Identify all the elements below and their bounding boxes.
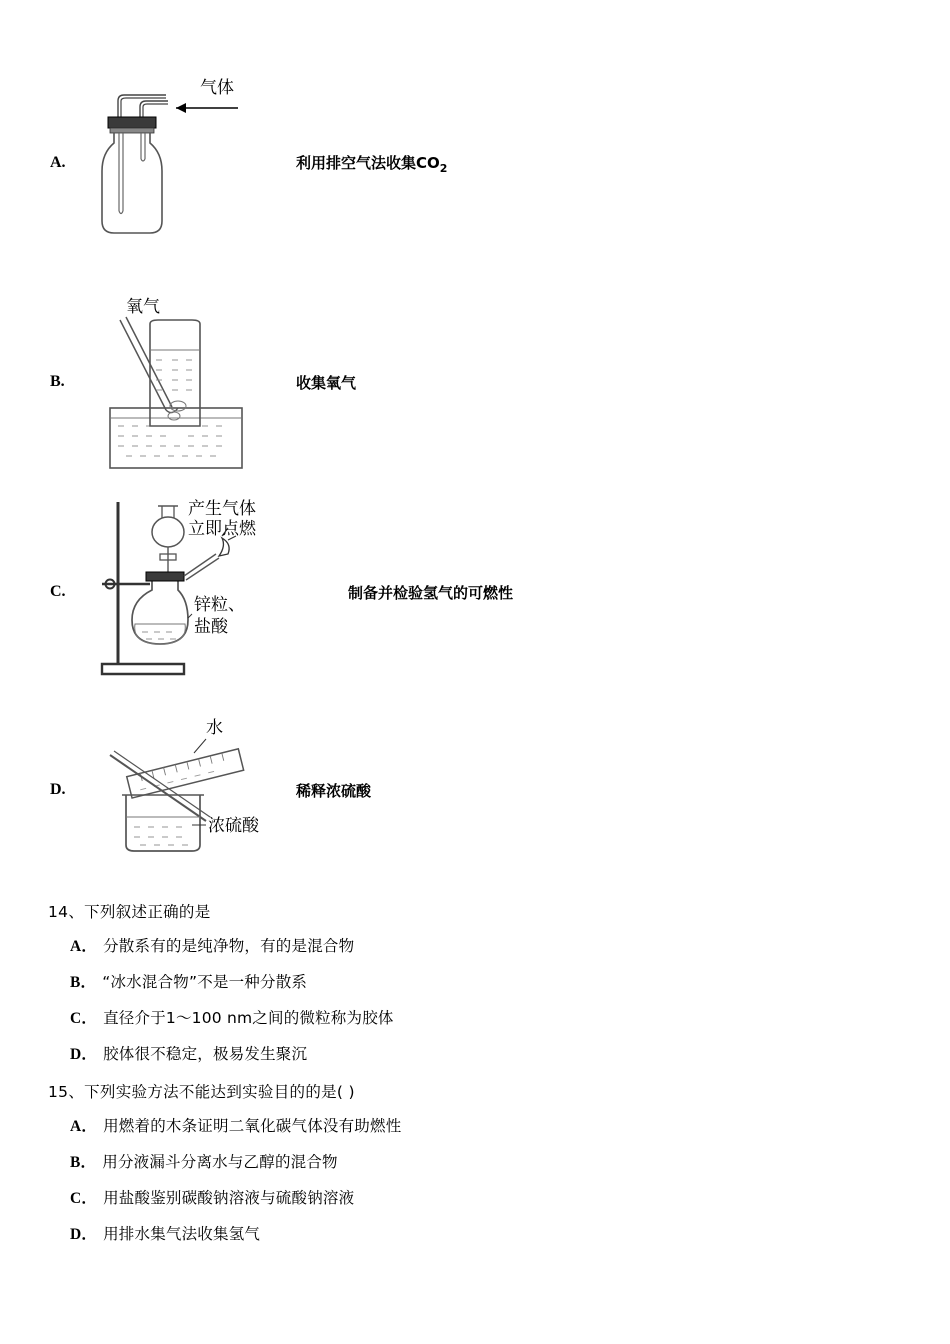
option-row-c: [48, 492, 880, 692]
question-15-option-a: [70, 1114, 880, 1136]
figure-c-svg: [88, 492, 318, 687]
option-a-letter: A.: [50, 154, 66, 171]
option-c-caption: 制备并检验氢气的可燃性: [348, 583, 514, 602]
question-15-option-c-text: 用盐酸鉴别碳酸钠溶液与硫酸钠溶液: [103, 1189, 355, 1207]
question-14-option-b: [70, 970, 880, 992]
question-14-option-b-label: B．: [70, 974, 97, 991]
question-15-option-d: [70, 1222, 880, 1244]
question-14-option-c: [70, 1006, 880, 1028]
question-15-stem: 15、下列实验方法不能达到实验目的的是( ): [48, 1083, 355, 1101]
figure-b-water-displacement: [88, 290, 278, 475]
question-15-option-c: [70, 1186, 880, 1208]
figure-d-label-water: 水: [206, 717, 223, 738]
option-row-d: [48, 710, 880, 870]
figure-a-gas-washing-bottle: [88, 71, 278, 256]
option-row-a: [48, 68, 880, 258]
question-15-option-a-label: A．: [70, 1118, 98, 1135]
option-c-letter: C.: [50, 583, 66, 600]
question-15-option-d-label: D．: [70, 1226, 98, 1243]
question-14: [48, 900, 880, 1064]
option-row-b: [48, 282, 880, 482]
figure-d-dilute-sulfuric-acid: [88, 713, 278, 868]
option-a-caption-sub: 2: [439, 161, 448, 175]
question-14-option-c-text: 直径介于1～100 nm之间的微粒称为胶体: [103, 1009, 394, 1027]
figure-a-label-gas: 气体: [200, 77, 234, 98]
question-14-option-c-label: C．: [70, 1010, 98, 1027]
question-15: [48, 1080, 880, 1244]
figure-c-label-hcl: 盐酸: [194, 617, 228, 637]
figure-d-label-concentrated-acid: 浓硫酸: [208, 815, 259, 836]
question-15-option-c-label: C．: [70, 1190, 98, 1207]
option-b-letter: B.: [50, 373, 65, 390]
question-14-option-a: [70, 934, 880, 956]
figure-d-svg: [88, 713, 288, 863]
question-15-option-a-text: 用燃着的木条证明二氧化碳气体没有助燃性: [103, 1117, 402, 1135]
question-15-option-b-text: 用分液漏斗分离水与乙醇的混合物: [102, 1153, 338, 1171]
figure-c-hydrogen-generator: [88, 492, 318, 692]
figure-c-label-gas-produced: 产生气体: [188, 499, 256, 519]
question-14-option-b-text: “冰水混合物”不是一种分散系: [102, 973, 308, 991]
figure-b-label-oxygen: 氧气: [126, 296, 160, 317]
option-d-letter: D.: [50, 781, 66, 798]
question-14-option-d-label: D．: [70, 1046, 98, 1063]
option-b-caption: 收集氧气: [296, 373, 357, 392]
option-d-caption: 稀释浓硫酸: [296, 781, 372, 800]
figure-c-label-ignite: 立即点燃: [188, 519, 256, 539]
question-14-option-d: [70, 1042, 880, 1064]
option-a-caption: [296, 152, 447, 175]
question-14-option-a-label: A．: [70, 938, 98, 955]
figure-c-label-zinc: 锌粒、: [194, 595, 245, 615]
figure-a-svg: [88, 71, 278, 251]
option-a-caption-text: 利用排空气法收集CO: [296, 153, 440, 172]
question-15-option-d-text: 用排水集气法收集氢气: [103, 1225, 261, 1243]
question-15-option-b: [70, 1150, 880, 1172]
question-15-option-b-label: B．: [70, 1154, 97, 1171]
question-14-stem: 14、下列叙述正确的是: [48, 903, 211, 921]
figure-b-svg: [88, 290, 278, 470]
question-14-option-d-text: 胶体很不稳定，极易发生聚沉: [103, 1045, 308, 1063]
question-14-option-a-text: 分散系有的是纯净物，有的是混合物: [103, 937, 355, 955]
